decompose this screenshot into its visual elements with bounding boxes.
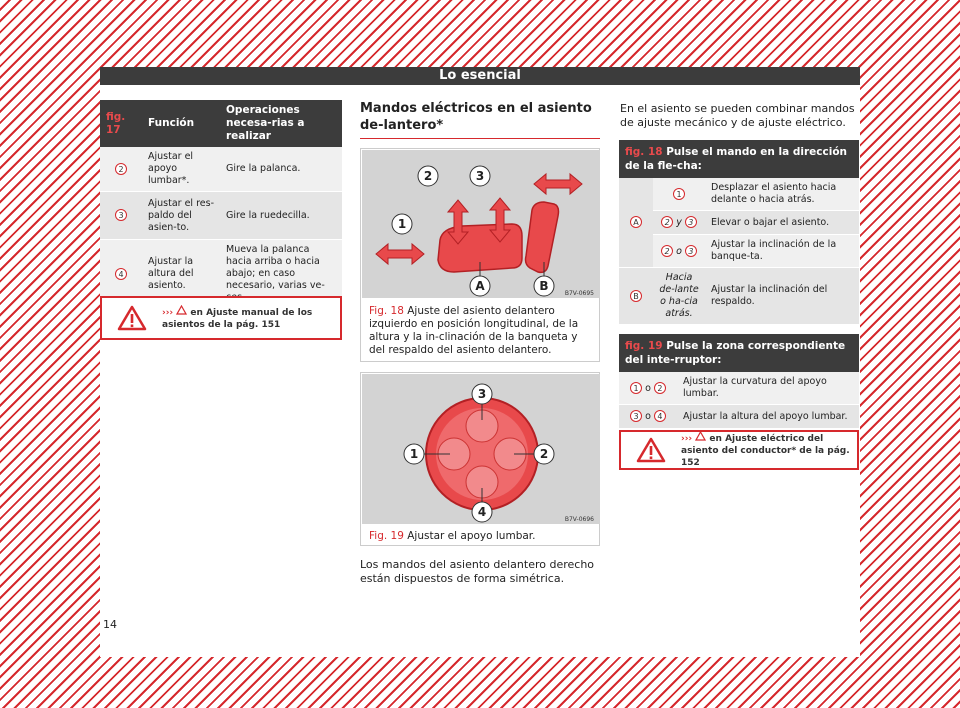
table-title-text: Pulse el mando en la dirección de la fle-cha:	[625, 146, 848, 172]
image-code: B7V-0696	[564, 516, 594, 523]
row-text: Ajustar la inclinación del respaldo.	[705, 268, 859, 325]
label-4: 4	[477, 505, 487, 519]
row-text: Ajustar la inclinación de la banque-ta.	[705, 235, 859, 268]
ref-number: 3	[115, 209, 127, 221]
row-funcion: Ajustar el apoyo lumbar*.	[142, 147, 220, 192]
warning-icon	[621, 437, 681, 463]
page-number: 14	[103, 618, 117, 631]
reference-arrow: ›››	[681, 434, 693, 444]
col-header-funcion: Función	[142, 100, 220, 147]
label-2: 2	[423, 169, 433, 183]
row-text: Ajustar la curvatura del apoyo lumbar.	[677, 372, 859, 405]
ref-joiner: y	[676, 217, 682, 228]
fig17-table	[100, 100, 342, 309]
table-title	[619, 140, 859, 178]
symmetry-paragraph: Los mandos del asiento delantero derecho están dispuestos de forma simétrica.	[360, 558, 595, 585]
caption-text: Ajuste del asiento delantero izquierdo en posición longitudinal, de la altura y la in-clinación de la banqueta y del respaldo del asiento delantero.	[369, 305, 579, 356]
ref-number: 2	[654, 382, 666, 394]
row-text: Elevar o bajar el asiento.	[705, 211, 859, 235]
table-row	[619, 178, 859, 211]
figure-18	[360, 148, 600, 362]
label-b: B	[539, 279, 549, 293]
label-1: 1	[397, 217, 407, 231]
ref-number: 4	[654, 410, 666, 422]
ref-number: 4	[115, 268, 127, 280]
ref-number: 3	[685, 216, 697, 228]
reference-arrow: ›››	[162, 308, 174, 318]
row-text: Ajustar la altura del apoyo lumbar.	[677, 405, 859, 429]
ref-number: 2	[661, 245, 673, 257]
ref-number: 1	[630, 382, 642, 394]
label-3: 3	[475, 169, 485, 183]
section-title: Mandos eléctricos en el asiento de-lantero*	[360, 100, 600, 139]
table-title-num: fig. 18	[625, 146, 663, 158]
col-header-fig: fig. 17	[100, 100, 142, 147]
ref-number: 1	[673, 188, 685, 200]
warning-box	[100, 296, 342, 340]
seat-controls-image	[362, 150, 600, 298]
row-operacion: Gire la palanca.	[220, 147, 342, 192]
table-row	[619, 268, 859, 325]
table-row	[100, 147, 342, 192]
row-funcion: Ajustar el res-paldo del asien-to.	[142, 192, 220, 240]
ref-number: 3	[685, 245, 697, 257]
section-header: Lo esencial	[100, 67, 860, 85]
figure-19	[360, 372, 600, 546]
ref-joiner: o	[676, 245, 682, 257]
col-header-operaciones: Operaciones necesa-rias a realizar	[220, 100, 342, 147]
table-row	[619, 372, 859, 405]
fig19-table	[619, 334, 859, 429]
ref-joiner: o	[645, 382, 651, 394]
left-column	[100, 100, 342, 309]
table-row	[619, 405, 859, 429]
label-a: A	[475, 279, 485, 293]
caption-number: Fig. 19	[369, 530, 404, 542]
table-title-num: fig. 19	[625, 340, 663, 352]
table-header-row	[100, 100, 342, 147]
warning-icon	[102, 305, 162, 331]
ref-number: 2	[115, 163, 127, 175]
ref-number: 3	[630, 410, 642, 422]
group-ref-a: A	[630, 216, 642, 228]
direction-text: Hacia de-lante o ha-cia atrás.	[653, 268, 705, 325]
figure-caption	[369, 305, 595, 357]
row-funcion: Ajustar la altura del asiento.	[142, 240, 220, 309]
label-2: 2	[539, 447, 549, 461]
small-warning-icon	[695, 434, 706, 444]
table-row	[619, 235, 859, 268]
caption-text: Ajustar el apoyo lumbar.	[407, 530, 536, 542]
warning-box	[619, 430, 859, 470]
label-1: 1	[409, 447, 419, 461]
figure-caption	[369, 530, 595, 543]
image-code: B7V-0695	[564, 290, 594, 297]
group-ref-b: B	[630, 290, 642, 302]
warning-link[interactable]: en Ajuste manual de los asientos de la pág. 151	[162, 308, 313, 330]
warning-link[interactable]: en Ajuste eléctrico del asiento del conductor* de la pág. 152	[681, 434, 850, 468]
caption-number: Fig. 18	[369, 305, 404, 317]
table-row	[100, 192, 342, 240]
fig18-table	[619, 140, 859, 325]
lumbar-control-image	[362, 374, 600, 524]
label-3: 3	[477, 387, 487, 401]
row-operacion: Gire la ruedecilla.	[220, 192, 342, 240]
table-row	[619, 211, 859, 235]
row-text: Desplazar el asiento hacia delante o hacia atrás.	[705, 178, 859, 211]
ref-joiner: o	[645, 411, 651, 422]
table-title	[619, 334, 859, 372]
small-warning-icon	[176, 308, 187, 318]
ref-number: 2	[661, 216, 673, 228]
table-title-text: Pulse la zona correspondiente del inte-rruptor:	[625, 340, 846, 366]
row-operacion: Mueva la palanca hacia arriba o hacia abajo; en caso necesario, varias ve-	[220, 240, 342, 309]
intro-paragraph: En el asiento se pueden combinar mandos de ajuste mecánico y de ajuste eléctrico.	[620, 102, 855, 129]
